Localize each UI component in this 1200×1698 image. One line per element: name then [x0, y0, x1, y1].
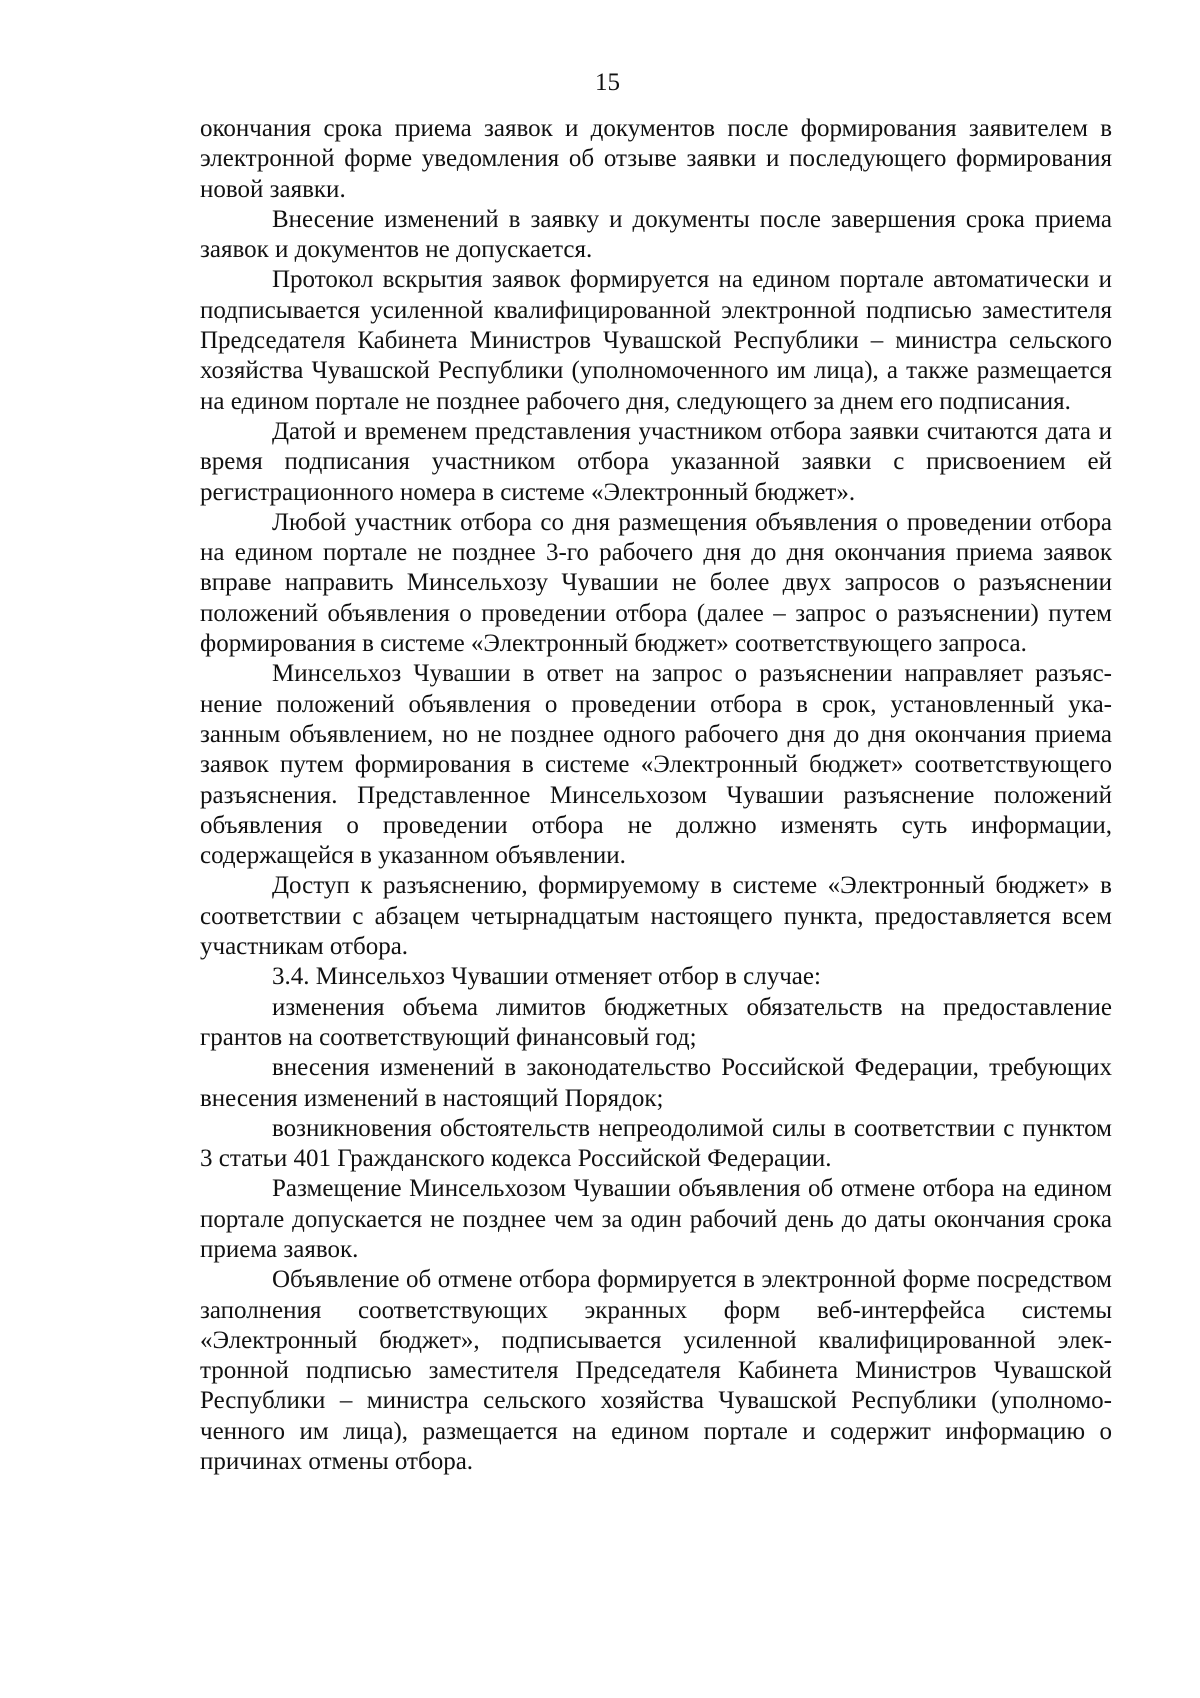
paragraph: Протокол вскрытия заявок формируется на едином портале автоматически и подписывается усиленной квалифицированной электронной подписью заместителя Председателя Кабинета Министров Чувашской Республики – министра сельского хозяйства Чувашской Республики (уполномоченного им лица), а также размещается на едином портале не позднее рабочего дня, следующего за днем его подписания. — [200, 266, 1112, 415]
paragraph: Любой участник отбора со дня размещения объявления о проведении отбора на едином портале не позднее 3-го рабочего дня до дня окончания приема заявок вправе направить Минсельхозу Чувашии не более двух запросов о разъяснении положений объявления о проведении отбора (далее – запрос о разъяснении) путем формирования в системе «Электронный бюджет» соответствующего запроса. — [200, 508, 1112, 658]
page-number: 15 — [595, 69, 620, 96]
paragraph: Размещение Минсельхозом Чувашии объявления об отмене отбора на едином портале допускается не позднее чем за один рабочий день до даты окончания срока приема заявок. — [200, 1175, 1112, 1263]
section-heading-paragraph: 3.4. Минсельхоз Чувашии отменяет отбор в случае: — [272, 963, 821, 991]
paragraph: Внесение изменений в заявку и документы после завершения срока приема заявок и документов не допускается. — [200, 205, 1112, 264]
list-paragraph: изменения объема лимитов бюджетных обязательств на предоставление грантов на соответствующий финансовый год; — [200, 993, 1112, 1051]
paragraph: Доступ к разъяснению, формируемому в системе «Электронный бюджет» в соответствии с абзацем четырнадцатым настоящего пункта, предоставляется всем участникам отбора. — [200, 872, 1112, 961]
list-paragraph: возникновения обстоятельств непреодолимой силы в соответствии с пунктом 3 статьи 401 Гражданского кодекса Российской Федерации. — [200, 1114, 1112, 1173]
paragraph: Датой и временем представления участником отбора заявки считаются дата и время подписания участником отбора указанной заявки с присвоением ей регистрационного номера в системе «Электронный бюджет». — [200, 417, 1112, 506]
paragraph: Объявление об отмене отбора формируется в электронной форме посредством заполнения соответствующих экранных форм веб-интерфейса системы «Электронный бюджет», подписывается усиленной квалифицированной электронной подписью заместителя Председателя Кабинета Министров Чувашской Республики – министра сельского хозяйства Чувашской Республики (уполномоченного им лица), размещается на едином портале и содержит информацию о причинах отмены отбора. — [200, 1266, 1112, 1476]
document-body — [200, 114, 1112, 1477]
paragraph: Минсельхоз Чувашии в ответ на запрос о разъяснении направляет разъяснение положений объявления о проведении отбора в срок, установленный указанным объявлением, но не позднее одного рабочего дня до дня окончания приема заявок путем формирования в системе «Электронный бюджет» соответствующего разъяснения. Представленное Минсельхозом Чувашии разъяснение положений объявления о проведении отбора не должно изменять суть информации, содержащейся в указанном объявлении. — [200, 660, 1112, 870]
list-paragraph: внесения изменений в законодательство Российской Федерации, требующих внесения изменений в настоящий Порядок; — [200, 1054, 1112, 1112]
paragraph: окончания срока приема заявок и документов после формирования заявителем в электронной форме уведомления об отзыве заявки и последующего формирования новой заявки. — [200, 115, 1112, 203]
